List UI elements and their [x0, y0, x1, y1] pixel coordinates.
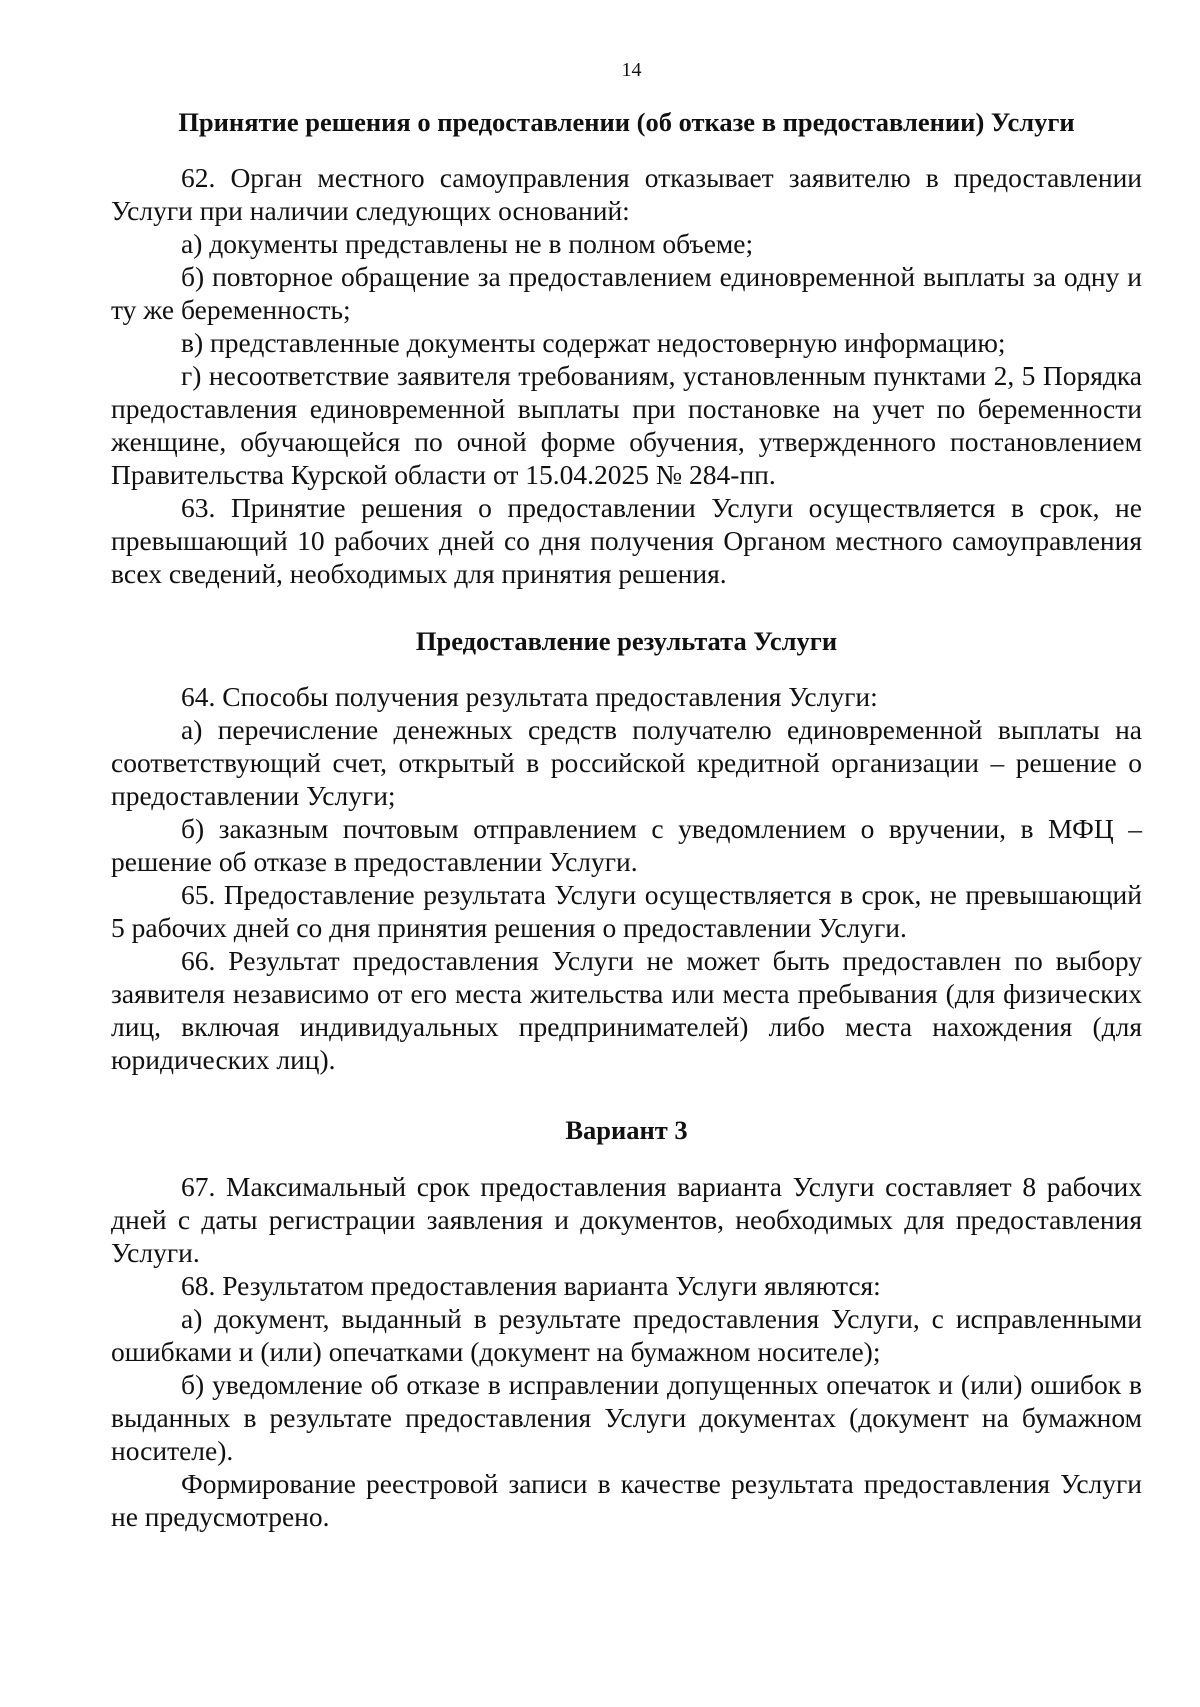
paragraph-66: 66. Результат предоставления Услуги не может быть предоставлен по выбору заявителя независимо от его места жительства или места пребывания (для физических лиц, включая индивидуальных предпринимателей) либо места нахождения (для юридических лиц).	[111, 945, 1142, 1075]
paragraph-65: 65. Предоставление результата Услуги осуществляется в срок, не превышающий 5 рабочих дней со дня принятия решения о предоставлении Услуги.	[111, 879, 1142, 943]
paragraph-67: 67. Максимальный срок предоставления варианта Услуги составляет 8 рабочих дней с даты регистрации заявления и документов, необходимых для предоставления Услуги.	[111, 1171, 1142, 1268]
page-number: 14	[621, 59, 642, 81]
section-variant-3	[111, 1114, 1142, 1533]
paragraph-62-b: б) повторное обращение за предоставлением единовременной выплаты за одну и ту же беременность;	[111, 261, 1142, 325]
paragraph-62: 62. Орган местного самоуправления отказывает заявителю в предоставлении Услуги при наличии следующих оснований:	[111, 162, 1142, 226]
paragraph-64-b: б) заказным почтовым отправлением с уведомлением о вручении, в МФЦ – решение об отказе в предоставлении Услуги.	[111, 813, 1142, 877]
paragraph-64: 64. Способы получения результата предоставления Услуги:	[181, 681, 878, 712]
paragraph-68-b: б) уведомление об отказе в исправлении допущенных опечаток и (или) ошибок в выданных в результате предоставления Услуги документах (документ на бумажном носителе).	[111, 1369, 1142, 1466]
document-body	[111, 106, 1142, 1533]
paragraph-62-a: а) документы представлены не в полном объеме;	[181, 228, 754, 259]
paragraph-64-a: а) перечисление денежных средств получателю единовременной выплаты на соответствующий счет, открытый в российской кредитной организации – решение о предоставлении Услуги;	[111, 714, 1142, 811]
section-heading: Принятие решения о предоставлении (об отказе в предоставлении) Услуги	[178, 107, 1075, 137]
section-decision	[111, 106, 1142, 590]
section-result	[111, 625, 1142, 1076]
paragraph-68: 68. Результатом предоставления варианта Услуги являются:	[181, 1270, 881, 1301]
section-heading: Вариант 3	[565, 1115, 688, 1145]
paragraph-63: 63. Принятие решения о предоставлении Услуги осуществляется в срок, не превышающий 10 рабочих дней со дня получения Органом местного самоуправления всех сведений, необходимых для принятия решения.	[111, 492, 1142, 589]
paragraph-62-g: г) несоответствие заявителя требованиям, установленным пунктами 2, 5 Порядка предоставления единовременной выплаты при постановке на учет по беременности женщине, обучающейся по очной форме обучения, утвержденного постановлением Правительства Курской области от 15.04.2025 № 284-пп.	[111, 360, 1142, 490]
paragraph-68-a: а) документ, выданный в результате предоставления Услуги, с исправленными ошибками и (или) опечатками (документ на бумажном носителе);	[111, 1303, 1142, 1367]
section-heading: Предоставление результата Услуги	[415, 626, 838, 656]
paragraph-62-v: в) представленные документы содержат недостоверную информацию;	[181, 327, 1006, 358]
paragraph-registry-note: Формирование реестровой записи в качестве результата предоставления Услуги не предусмотрено.	[111, 1468, 1142, 1532]
